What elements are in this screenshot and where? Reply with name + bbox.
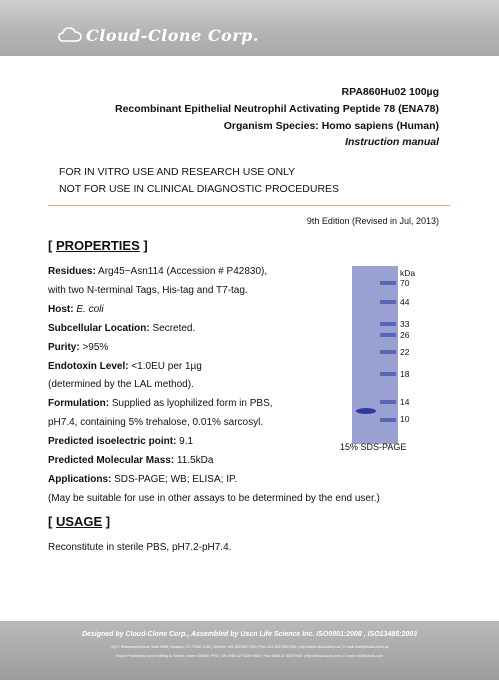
footer-china-contact: Export Processing Zone Building 8, Wuhan, Hubei 430056, PRC | Tel: 0086 027 8455 9087 | Fax: 0086 27 8425 9551 | http://www.uscnk.com | E-mail: mail@uscnk.com [116, 654, 383, 658]
applications-note: (May be suitable for use in other assays to be determined by the end user.) [48, 493, 380, 504]
marker-70: 70 [400, 278, 410, 288]
marker-33: 33 [400, 319, 410, 329]
residues-row: Residues: Arg45~Asn114 (Accession # P42830), [48, 266, 268, 277]
marker-10: 10 [400, 414, 410, 424]
formulation-row: Formulation: Supplied as lyophilized form in PBS, [48, 398, 273, 409]
marker-14: 14 [400, 397, 410, 407]
company-name: Cloud-Clone Corp. [86, 26, 259, 45]
host-row: Host: E. coli [48, 304, 104, 315]
footer-banner [0, 621, 499, 680]
properties-heading: [ PROPERTIES ] [48, 238, 148, 253]
organism-species: Organism Species: Homo sapiens (Human) [223, 120, 439, 132]
sds-page-gel-image [336, 266, 426, 456]
marker-26: 26 [400, 330, 410, 340]
usage-text: Reconstitute in sterile PBS, pH7.2-pH7.4. [48, 542, 232, 553]
clinical-use-notice: NOT FOR USE IN CLINICAL DIAGNOSTIC PROCEDURES [59, 183, 340, 195]
edition-note: 9th Edition (Revised in Jul, 2013) [306, 216, 439, 226]
molecular-mass-row: Predicted Molecular Mass: 11.5kDa [48, 455, 214, 466]
endotoxin-continuation: (determined by the LAL method). [48, 379, 194, 390]
marker-44: 44 [400, 297, 410, 307]
subcellular-location-row: Subcellular Location: Secreted. [48, 323, 196, 334]
cloud-logo-icon [58, 26, 82, 44]
footer-credits: Designed by Cloud-Clone Corp., Assembled by Uscn Life Science Inc. ISO9001:2008 , ISO13485:2003 [81, 631, 418, 638]
research-use-notice: FOR IN VITRO USE AND RESEARCH USE ONLY [59, 166, 296, 178]
header-banner [0, 0, 499, 56]
footer-us-contact: HQTI, Richmond Avenue Suite 9058, Houston, TX 77082, USA | Toll free: 001 800 562 7425 | Fax: 001 832 538 0384 | http://www.cloud-clone.us | E-mail: mail@cloud-clone.us [110, 645, 389, 649]
endotoxin-row: Endotoxin Level: <1.0EU per 1µg [48, 361, 202, 372]
product-name: Recombinant Epithelial Neutrophil Activating Peptide 78 (ENA78) [115, 103, 439, 115]
gel-unit-label: kDa [400, 268, 416, 278]
marker-18: 18 [400, 369, 410, 379]
catalog-number: RPA860Hu02 100µg [341, 86, 439, 98]
gel-caption: 15% SDS-PAGE [340, 442, 407, 452]
applications-row: Applications: SDS-PAGE; WB; ELISA; IP. [48, 474, 238, 485]
divider [48, 205, 450, 206]
purity-row: Purity: >95% [48, 342, 109, 353]
isoelectric-point-row: Predicted isoelectric point: 9.1 [48, 436, 194, 447]
formulation-continuation: pH7.4, containing 5% trehalose, 0.01% sarcosyl. [48, 417, 264, 428]
usage-heading: [ USAGE ] [48, 514, 111, 529]
instruction-manual-label: Instruction manual [345, 136, 439, 148]
marker-22: 22 [400, 347, 410, 357]
residues-continuation: with two N-terminal Tags, His-tag and T7-tag. [48, 285, 248, 296]
